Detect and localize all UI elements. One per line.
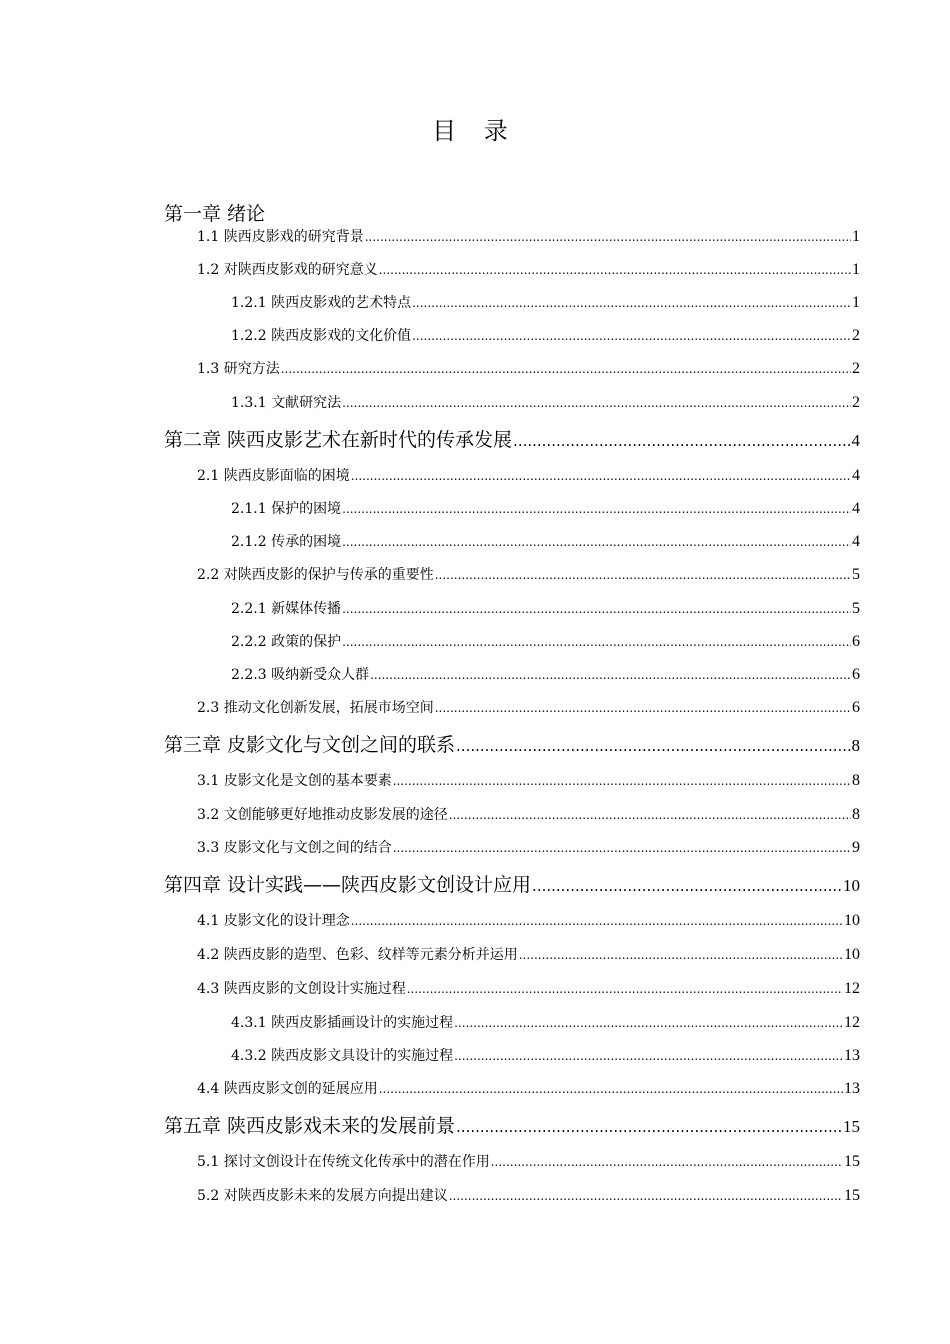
toc-entry-label: 2.2.3 吸纳新受众人群: [231, 667, 370, 683]
toc-entry-label: 1.3.1 文献研究法: [231, 395, 342, 411]
toc-page-number: 1: [852, 228, 860, 245]
toc-page-number: 6: [852, 666, 860, 683]
toc-section-entry[interactable]: [197, 359, 860, 379]
toc-section-entry[interactable]: [231, 293, 860, 313]
toc-page-number: 4: [852, 533, 860, 550]
toc-dot-leader: [393, 771, 851, 791]
toc-dot-leader: [379, 1079, 843, 1099]
toc-entry-label: 第三章 皮影文化与文创之间的联系: [164, 734, 456, 756]
toc-entry-label: 第四章 设计实践——陕西皮影文创设计应用: [164, 874, 532, 896]
toc-chapter-entry[interactable]: [164, 428, 860, 453]
toc-page-number: 2: [852, 327, 860, 344]
toc-entry-label: 4.1 皮影文化的设计理念: [197, 913, 350, 929]
toc-dot-leader: [370, 665, 851, 685]
toc-entry-label: 1.2.1 陕西皮影戏的艺术特点: [231, 295, 412, 311]
toc-section-entry[interactable]: [231, 1013, 860, 1033]
toc-section-entry[interactable]: [231, 632, 860, 652]
toc-entry-label: 第一章 绪论: [164, 203, 266, 225]
toc-dot-leader: [412, 293, 851, 313]
toc-dot-leader: [412, 326, 851, 346]
toc-section-entry[interactable]: [197, 698, 860, 718]
toc-dot-leader: [379, 260, 851, 280]
toc-page-number: 15: [844, 1187, 860, 1204]
toc-section-entry[interactable]: [197, 979, 860, 999]
toc-page-number: 6: [852, 633, 860, 650]
toc-entry-label: 2.1.2 传承的困境: [231, 534, 342, 550]
toc-dot-leader: [407, 979, 843, 999]
toc-page-number: 12: [844, 980, 860, 997]
toc-dot-leader: [456, 1115, 842, 1139]
toc-entry-label: 2.2 对陕西皮影的保护与传承的重要性: [197, 567, 434, 583]
toc-section-entry[interactable]: [231, 326, 860, 346]
toc-chapter-entry[interactable]: [164, 733, 860, 758]
toc-dot-leader: [342, 499, 851, 519]
toc-dot-leader: [532, 874, 842, 898]
toc-page-number: 13: [844, 1047, 860, 1064]
toc-entry-label: 1.2 对陕西皮影戏的研究意义: [197, 262, 378, 278]
toc-entry-label: 2.2.1 新媒体传播: [231, 601, 342, 617]
toc-dot-leader: [351, 466, 851, 486]
toc-entry-label: 第二章 陕西皮影艺术在新时代的传承发展: [164, 429, 513, 451]
toc-page-number: 4: [851, 431, 860, 450]
toc-entry-label: 3.1 皮影文化是文创的基本要素: [197, 773, 392, 789]
toc-section-entry[interactable]: [197, 466, 860, 486]
toc-entry-label: 1.2.2 陕西皮影戏的文化价值: [231, 328, 412, 344]
toc-dot-leader: [435, 698, 851, 718]
toc-page-number: 15: [843, 1117, 860, 1136]
toc-section-entry[interactable]: [231, 1046, 860, 1066]
toc-page-number: 2: [852, 360, 860, 377]
toc-page-number: 10: [844, 912, 860, 929]
toc-page-number: 6: [852, 699, 860, 716]
toc-entry-label: 4.3.1 陕西皮影插画设计的实施过程: [231, 1015, 454, 1031]
toc-section-entry[interactable]: [197, 227, 860, 247]
toc-page-number: 8: [851, 736, 860, 755]
toc-entry-label: 2.1 陕西皮影面临的困境: [197, 468, 350, 484]
toc-page-number: 9: [852, 839, 860, 856]
toc-chapter-entry[interactable]: [164, 202, 265, 226]
toc-page-number: 4: [852, 500, 860, 517]
toc-dot-leader: [351, 911, 843, 931]
toc-dot-leader: [342, 393, 851, 413]
toc-dot-leader: [281, 359, 851, 379]
toc-dot-leader: [449, 1186, 843, 1206]
toc-entry-label: 5.1 探讨文创设计在传统文化传承中的潜在作用: [197, 1154, 490, 1170]
toc-page-number: 8: [852, 806, 860, 823]
toc-dot-leader: [519, 945, 843, 965]
toc-page-number: 1: [852, 294, 860, 311]
toc-entry-label: 4.3 陕西皮影的文创设计实施过程: [197, 981, 406, 997]
toc-section-entry[interactable]: [197, 911, 860, 931]
toc-section-entry[interactable]: [231, 599, 860, 619]
toc-section-entry[interactable]: [197, 805, 860, 825]
page-title: 目 录: [432, 117, 518, 145]
toc-dot-leader: [491, 1152, 843, 1172]
toc-chapter-entry[interactable]: [164, 1114, 860, 1139]
toc-entry-label: 5.2 对陕西皮影未来的发展方向提出建议: [197, 1188, 448, 1204]
toc-entry-label: 4.2 陕西皮影的造型、色彩、纹样等元素分析并运用: [197, 947, 518, 963]
toc-section-entry[interactable]: [231, 665, 860, 685]
toc-section-entry[interactable]: [197, 565, 860, 585]
toc-page-number: 15: [844, 1153, 860, 1170]
toc-chapter-entry[interactable]: [164, 873, 860, 898]
toc-section-entry[interactable]: [197, 260, 860, 280]
toc-dot-leader: [435, 565, 851, 585]
toc-page-number: 10: [844, 946, 860, 963]
toc-page-number: 8: [852, 772, 860, 789]
toc-section-entry[interactable]: [231, 499, 860, 519]
toc-dot-leader: [393, 838, 851, 858]
toc-section-entry[interactable]: [197, 1186, 860, 1206]
toc-section-entry[interactable]: [231, 532, 860, 552]
toc-page-number: 2: [852, 394, 860, 411]
toc-page-number: 5: [852, 600, 860, 617]
toc-entry-label: 3.3 皮影文化与文创之间的结合: [197, 840, 392, 856]
toc-dot-leader: [449, 805, 851, 825]
toc-page-number: 4: [852, 467, 860, 484]
toc-page-number: 10: [843, 876, 860, 895]
toc-page-number: 12: [844, 1014, 860, 1031]
toc-entry-label: 4.4 陕西皮影文创的延展应用: [197, 1081, 378, 1097]
toc-page-number: 1: [852, 261, 860, 278]
toc-dot-leader: [342, 632, 851, 652]
toc-section-entry[interactable]: [231, 393, 860, 413]
toc-dot-leader: [513, 429, 850, 453]
toc-entry-label: 2.3 推动文化创新发展，拓展市场空间: [197, 700, 434, 716]
toc-dot-leader: [342, 599, 851, 619]
toc-entry-label: 2.1.1 保护的困境: [231, 501, 342, 517]
toc-dot-leader: [342, 532, 851, 552]
toc-section-entry[interactable]: [197, 1152, 860, 1172]
toc-dot-leader: [454, 1046, 843, 1066]
toc-dot-leader: [454, 1013, 843, 1033]
toc-section-entry[interactable]: [197, 771, 860, 791]
toc-section-entry[interactable]: [197, 838, 860, 858]
toc-section-entry[interactable]: [197, 945, 860, 965]
toc-dot-leader: [365, 227, 851, 247]
toc-page-number: 5: [852, 566, 860, 583]
toc-entry-label: 4.3.2 陕西皮影文具设计的实施过程: [231, 1048, 454, 1064]
toc-entry-label: 2.2.2 政策的保护: [231, 634, 342, 650]
toc-entry-label: 第五章 陕西皮影戏未来的发展前景: [164, 1115, 456, 1137]
toc-entry-label: 1.1 陕西皮影戏的研究背景: [197, 229, 364, 245]
toc-dot-leader: [456, 734, 850, 758]
toc-entry-label: 3.2 文创能够更好地推动皮影发展的途径: [197, 807, 448, 823]
toc-section-entry[interactable]: [197, 1079, 860, 1099]
toc-entry-label: 1.3 研究方法: [197, 361, 280, 377]
toc-page-number: 13: [844, 1080, 860, 1097]
